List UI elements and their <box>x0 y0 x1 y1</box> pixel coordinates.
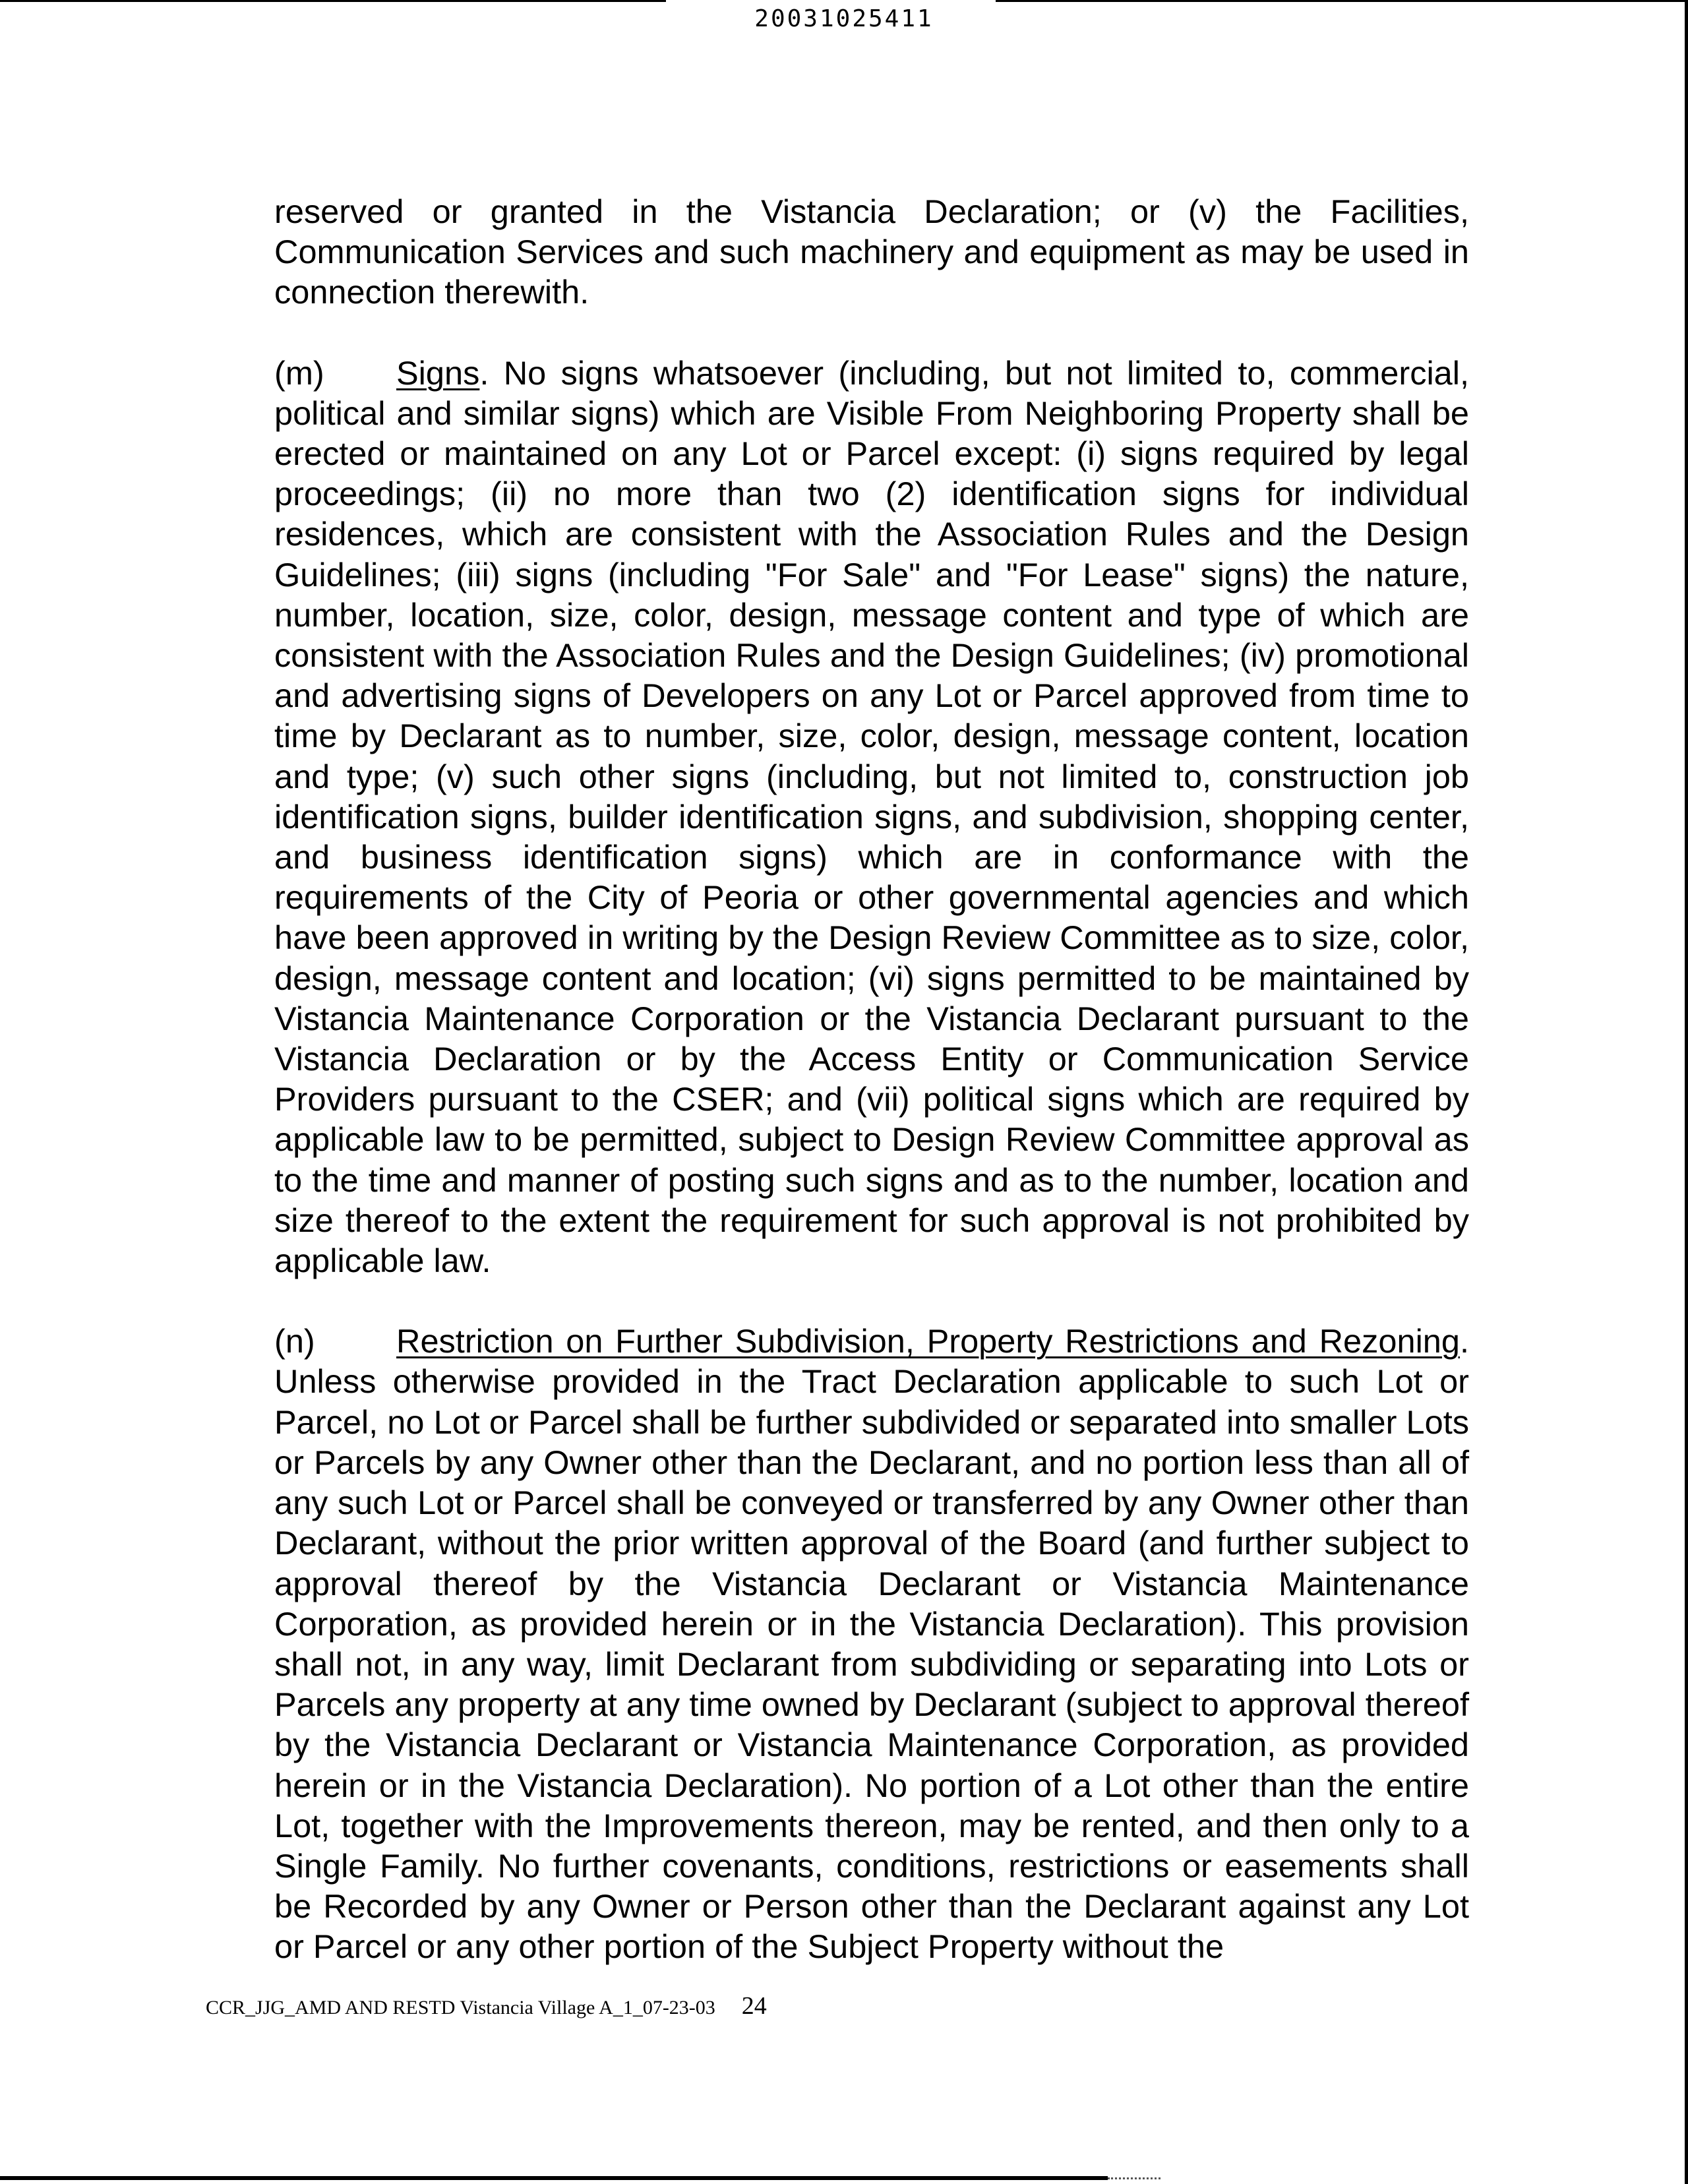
document-body <box>274 191 1469 1967</box>
section-m-text: No signs whatsoever (including, but not limited to, commercial, political and similar signs) which are Visible From Neighboring Property shall be erected or maintained on any Lot or Parcel except: (i) signs required by legal proceedings; (ii) no more than two (2) identification signs for individual residences, which are consistent with the Association Rules and the Design Guidelines; (iii) signs (including "For Sale" and "For Lease" signs) the nature, number, location, size, color, design, message content and type of which are consistent with the Association Rules and the Design Guidelines; (iv) promotional and advertising signs of Developers on any Lot or Parcel approved from time to time by Declarant as to number, size, color, design, message content, location and type; (v) such other signs (including, but not limited to, construction job identification signs, builder identification signs, and subdivision, shopping center, and business identification signs) which are in conformance with the requirements of the City of Peoria or other governmental agencies and which have been approved in writing by the Design Review Committee as to size, color, design, message content and location; (vi) signs permitted to be maintained by Vistancia Maintenance Corporation or the Vistancia Declarant pursuant to the Vistancia Declaration or by the Access Entity or Communication Service Providers pursuant to the CSER; and (vii) political signs which are required by applicable law to be permitted, subject to Design Review Committee approval as to the time and manner of posting such signs and as to the number, location and size thereof to the extent the requirement for such approval is not prohibited by applicable law. <box>274 353 1469 1280</box>
page-number: 24 <box>741 1992 767 2020</box>
section-n-heading-end: . <box>1459 1322 1469 1360</box>
section-m-heading: Signs <box>396 353 480 392</box>
scan-top-rule-right <box>996 0 1688 2</box>
continued-paragraph: reserved or granted in the Vistancia Declaration; or (v) the Facilities, Communication Services and such machinery and equipment as may be used in connection therewith. <box>274 193 1469 311</box>
section-n-text: Unless otherwise provided in the Tract Declaration applicable to such Lot or Parcel, no Lot or Parcel shall be further subdivided or separated into smaller Lots or Parcels by any Owner other than the Declarant, and no portion less than all of any such Lot or Parcel shall be conveyed or transferred by any Owner other than Declarant, without the prior written approval of the Board (and further subject to approval thereof by the Vistancia Declarant or Vistancia Maintenance Corporation, as provided herein or in the Vistancia Declaration). This provision shall not, in any way, limit Declarant from subdividing or separating into Lots or Parcels any property at any time owned by Declarant (subject to approval thereof by the Vistancia Declarant or Vistancia Maintenance Corporation, as provided herein or in the Vistancia Declaration). No portion of a Lot other than the entire Lot, together with the Improvements thereon, may be rented, and then only to a Single Family. No further covenants, conditions, restrictions or easements shall be Recorded by any Owner or Person other than the Declarant against any Lot or Parcel or any other portion of the Subject Property without the <box>274 1362 1469 1966</box>
section-m-heading-end: . <box>479 353 489 392</box>
section-m-label: (m) <box>274 353 324 392</box>
recording-number: 20031025411 <box>754 5 934 32</box>
section-n-restriction <box>274 1321 1469 1966</box>
scan-right-edge <box>1685 0 1688 2184</box>
scan-bottom-rule <box>0 2176 1108 2180</box>
section-m-signs <box>274 353 1469 1281</box>
page-footer <box>206 1993 767 2021</box>
section-n-label: (n) <box>274 1322 315 1360</box>
section-n-heading: Restriction on Further Subdivision, Property Restrictions and Rezoning <box>396 1322 1460 1360</box>
footer-doc-id: CCR_JJG_AMD AND RESTD Vistancia Village A_1_07-23-03 <box>206 1997 715 2018</box>
scan-top-rule-left <box>0 0 666 2</box>
scan-bottom-dots <box>1108 2177 1160 2179</box>
